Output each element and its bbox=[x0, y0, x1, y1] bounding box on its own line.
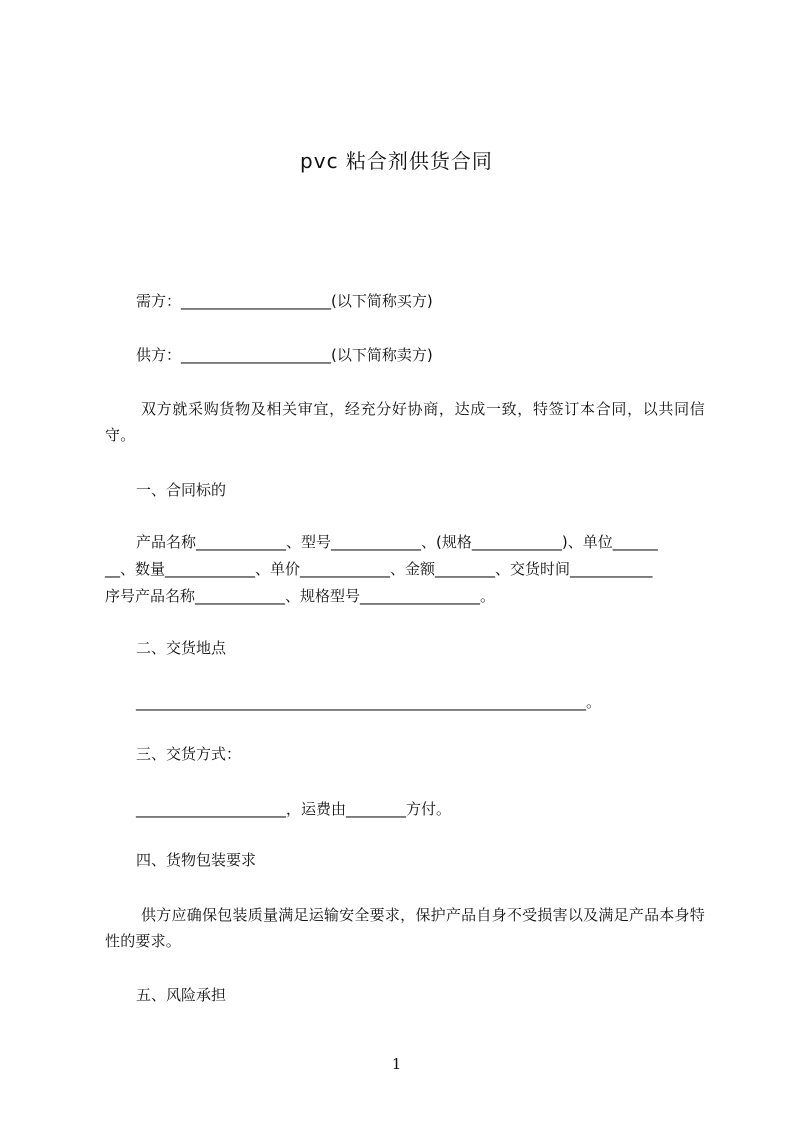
document-title: pvc 粘合剂供货合同 bbox=[300, 149, 493, 173]
buyer-line: 需方：____________________(以下简称买方) bbox=[136, 292, 433, 310]
delivery-location-line: ____________________________________________________________。 bbox=[136, 693, 602, 711]
packaging-paragraph: 供方应确保包装质量满足运输安全要求，保护产品自身不受损害以及满足产品本身特性的要求。 bbox=[105, 906, 705, 950]
seller-line: 供方：____________________(以下简称卖方) bbox=[136, 346, 433, 364]
section-heading: 五、风险承担 bbox=[136, 986, 227, 1004]
contract-subject-line: __、数量____________、单价____________、金额________、交货时间___________ bbox=[105, 560, 653, 578]
intro-paragraph: 双方就采购货物及相关审宜，经充分好协商，达成一致，特签订本合同，以共同信守。 bbox=[105, 400, 705, 444]
contract-subject-line: 产品名称____________、型号____________、(规格____________)、单位______ bbox=[136, 533, 658, 551]
contract-subject-line: 序号产品名称____________、规格型号________________。 bbox=[105, 587, 496, 605]
section-heading: 三、交货方式： bbox=[136, 745, 242, 763]
delivery-method-line: ____________________，运费由________方付。 bbox=[136, 800, 452, 818]
section-heading: 一、合同标的 bbox=[136, 481, 227, 499]
section-heading: 二、交货地点 bbox=[136, 639, 227, 657]
page-number: 1 bbox=[391, 1055, 402, 1073]
section-heading: 四、货物包装要求 bbox=[136, 851, 257, 869]
